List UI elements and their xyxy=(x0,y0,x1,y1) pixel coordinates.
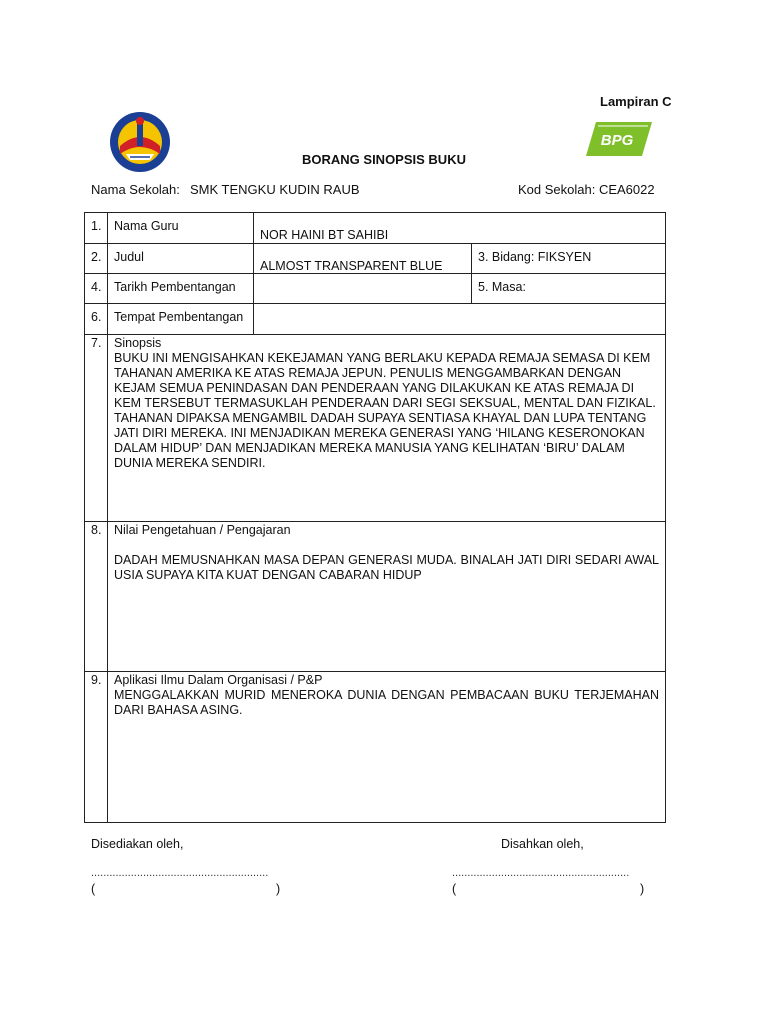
values-text: DADAH MEMUSNAHKAN MASA DEPAN GENERASI MUDA. BINALAH JATI DIRI SEDARI AWAL USIA SUPAYA KITA KUAT DENGAN CABARAN HIDUP xyxy=(114,553,660,582)
teacher-name-value[interactable]: NOR HAINI BT SAHIBI xyxy=(254,213,666,244)
school-code: Kod Sekolah: CEA6022 xyxy=(518,182,655,197)
row-number: 4. xyxy=(85,274,108,304)
row-number: 2. xyxy=(85,244,108,274)
application-text: MENGGALAKKAN MURID MENEROKA DUNIA DENGAN PEMBACAAN BUKU TERJEMAHAN DARI BAHASA ASING. xyxy=(114,688,660,717)
prepared-by-paren-close: ) xyxy=(276,882,281,896)
svg-text:BPG: BPG xyxy=(600,132,634,149)
table-row xyxy=(85,274,666,304)
synopsis-section[interactable] xyxy=(108,335,666,522)
time-field[interactable]: 5. Masa: xyxy=(472,274,666,304)
table-row xyxy=(85,672,666,823)
school-name-label: Nama Sekolah: xyxy=(91,182,180,197)
presentation-date-value[interactable] xyxy=(254,274,472,304)
presentation-date-label: Tarikh Pembentangan xyxy=(108,274,254,304)
approved-by-paren-open: ( xyxy=(452,882,457,896)
prepared-by-signature-line[interactable]: .......................................................... xyxy=(91,867,269,879)
row-number: 9. xyxy=(85,672,108,823)
synopsis-form-table xyxy=(84,212,666,823)
genre-field[interactable]: 3. Bidang: FIKSYEN xyxy=(472,244,666,274)
prepared-by-paren-open: ( xyxy=(91,882,96,896)
table-row xyxy=(85,244,666,274)
application-label: Aplikasi Ilmu Dalam Organisasi / P&P xyxy=(114,673,323,687)
prepared-by-label: Disediakan oleh, xyxy=(91,837,184,851)
row-number: 7. xyxy=(85,335,108,522)
table-row xyxy=(85,304,666,335)
values-section[interactable] xyxy=(108,522,666,672)
form-title: BORANG SINOPSIS BUKU xyxy=(302,152,466,167)
table-row xyxy=(85,335,666,522)
row-number: 6. xyxy=(85,304,108,335)
application-section[interactable] xyxy=(108,672,666,823)
synopsis-label: Sinopsis xyxy=(114,336,162,350)
lampiran-label: Lampiran C xyxy=(600,94,672,109)
school-name-value: SMK TENGKU KUDIN RAUB xyxy=(190,182,360,197)
book-title-value[interactable]: ALMOST TRANSPARENT BLUE xyxy=(254,244,472,274)
presentation-venue-label: Tempat Pembentangan xyxy=(108,304,254,335)
approved-by-label: Disahkan oleh, xyxy=(501,837,584,851)
approved-by-paren-close: ) xyxy=(640,882,645,896)
synopsis-text: BUKU INI MENGISAHKAN KEKEJAMAN YANG BERLAKU KEPADA REMAJA SEMASA DI KEM TAHANAN AMERIKA KE ATAS REMAJA JEPUN. PENULIS MENGGAMBARKAN DENGAN KEJAM SEMUA PENINDASAN DAN PENDERAAN YANG DILAKUKAN KE ATAS REMAJA DI KEM TERSEBUT TERMASUKLAH PENDERAAN DARI SEGI SEKSUAL, MENTAL DAN FIZIKAL. TAHANAN DIPAKSA MENGAMBIL DADAH SUPAYA SENTIASA KHAYAL DAN LUPA TENTANG JATI DIRI MEREKA. INI MENJADIKAN MEREKA GENERASI YANG ‘HILANG KESERONOKAN DALAM HIDUP’ DAN MENJADIKAN MEREKA MANUSIA YANG KELIHATAN ‘BIRU’ DALAM DUNIA MEREKA SENDIRI. xyxy=(114,351,656,470)
book-title-label: Judul xyxy=(108,244,254,274)
row-number: 1. xyxy=(85,213,108,244)
values-label: Nilai Pengetahuan / Pengajaran xyxy=(114,523,291,537)
presentation-venue-value[interactable] xyxy=(254,304,666,335)
row-number: 8. xyxy=(85,522,108,672)
approved-by-signature-line[interactable]: .......................................................... xyxy=(452,867,630,879)
teacher-name-label: Nama Guru xyxy=(108,213,254,244)
table-row xyxy=(85,522,666,672)
table-row xyxy=(85,213,666,244)
